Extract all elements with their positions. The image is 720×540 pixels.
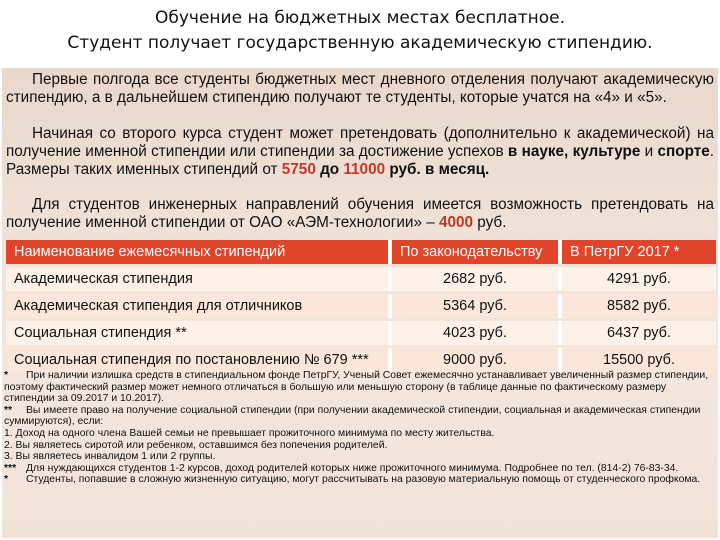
footnote-mark: *** [4,462,17,474]
paragraph-first-semester [6,71,714,107]
col-header-petrsu: В ПетрГУ 2017 * [562,240,716,264]
footnote-text: Студенты, попавшие в сложную жизненную ситуацию, могут рассчитывать на разовую материальную помощь от студенческого профкома. [26,474,701,486]
cell-name: Академическая стипендия для отличников [6,294,392,318]
p2-per-month: руб. в месяц. [385,160,490,178]
title-line-1: Обучение на бюджетных местах бесплатное. [154,8,565,28]
paragraph-engineering [6,196,714,232]
cell-law: 5364 руб. [392,294,562,318]
p2-part-e: . Размеры таких именных стипендий от [6,142,715,178]
paragraph-1-text: Первые полгода все студенты бюджетных мест дневного отделения получают академическую стипендию, а в дальнейшем стипендию получают те студенты, которые учатся на «4» и «5». [6,71,714,106]
cell-name: Академическая стипендия [6,267,392,291]
cell-law: 9000 руб. [392,348,562,372]
col-header-law: По законодательству [392,240,562,264]
footnote-mark: ** [4,404,13,416]
cell-petrsu: 8582 руб. [562,294,716,318]
title-line-2: Студент получает государственную академическую стипендию. [67,33,653,53]
footnote-text: Вы имеете право на получение социальной стипендии (при получении академической стипендии, социальная и академическая стипендии суммируются), если: [4,404,701,428]
footnote-3 [4,463,716,475]
cell-petrsu: 6437 руб. [562,321,716,345]
p3-amount: 4000 [439,213,474,231]
table-row [6,294,716,318]
p2-science-culture: в науке, культуре [507,142,641,160]
cell-petrsu: 15500 руб. [562,348,716,372]
table-row [6,348,716,372]
footnote-4 [4,474,716,486]
slide-title [0,6,720,56]
p2-part-a: Начиная со второго курса студент может претендовать (дополнительно к академической) на получение именной стипендии или стипендии за достижение успехов [6,125,714,160]
footnotes [4,370,716,486]
p3-part-a: Для студентов инженерных направлений обучения имеется возможность претендовать на получение именной стипендии от ОАО «АЭМ-технологии» – [6,196,714,231]
paragraph-named-scholarship [6,125,714,178]
p3-rub: руб. [473,213,507,231]
footnote-mark: * [4,370,9,381]
footnote-2-item: 1. Доход на одного члена Вашей семьи не превышает прожиточного минимума по месту жительства. [4,427,495,439]
cell-name: Социальная стипендия ** [6,321,392,345]
cell-law: 4023 руб. [392,321,562,345]
p2-to: до [315,160,344,178]
footnote-text: При наличии излишка средств в стипендиальном фонде ПетрГУ, Ученый Совет ежемесячно устанавливает увеличенный размер стипендии, поэтому фактический размер может немного отличаться в большую или меньшую сторону (в таблице данные по фактическому размеру стипендии за 09.2017 и 10.2017). [4,370,709,405]
footnote-mark: * [4,474,9,486]
cell-law: 2682 руб. [392,267,562,291]
footnote-2-item: 3. Вы являетесь инвалидом 1 или 2 группы. [4,451,216,463]
content-panel [2,68,718,538]
footnote-2 [4,405,716,428]
footnote-text: Для нуждающихся студентов 1-2 курсов, доход родителей которых ниже прожиточного минимума. Подробнее по тел. (814-2) 76-83-34. [26,462,679,474]
cell-petrsu: 4291 руб. [562,267,716,291]
footnote-2-item: 2. Вы являетесь сиротой или ребенком, оставшимся без попечения родителей. [4,439,388,451]
table-header-row [6,240,716,264]
p2-and: и [640,142,658,160]
p2-max-amount: 11000 [343,160,386,178]
footnote-1 [4,370,716,405]
scholarship-table [6,237,716,375]
cell-name: Социальная стипендия по постановлению № 679 *** [6,348,392,372]
p2-min-amount: 5750 [281,160,316,178]
p2-sport: спорте [657,142,710,160]
col-header-name: Наименование ежемесячных стипендий [6,240,392,264]
table-row [6,267,716,291]
table-row [6,321,716,345]
